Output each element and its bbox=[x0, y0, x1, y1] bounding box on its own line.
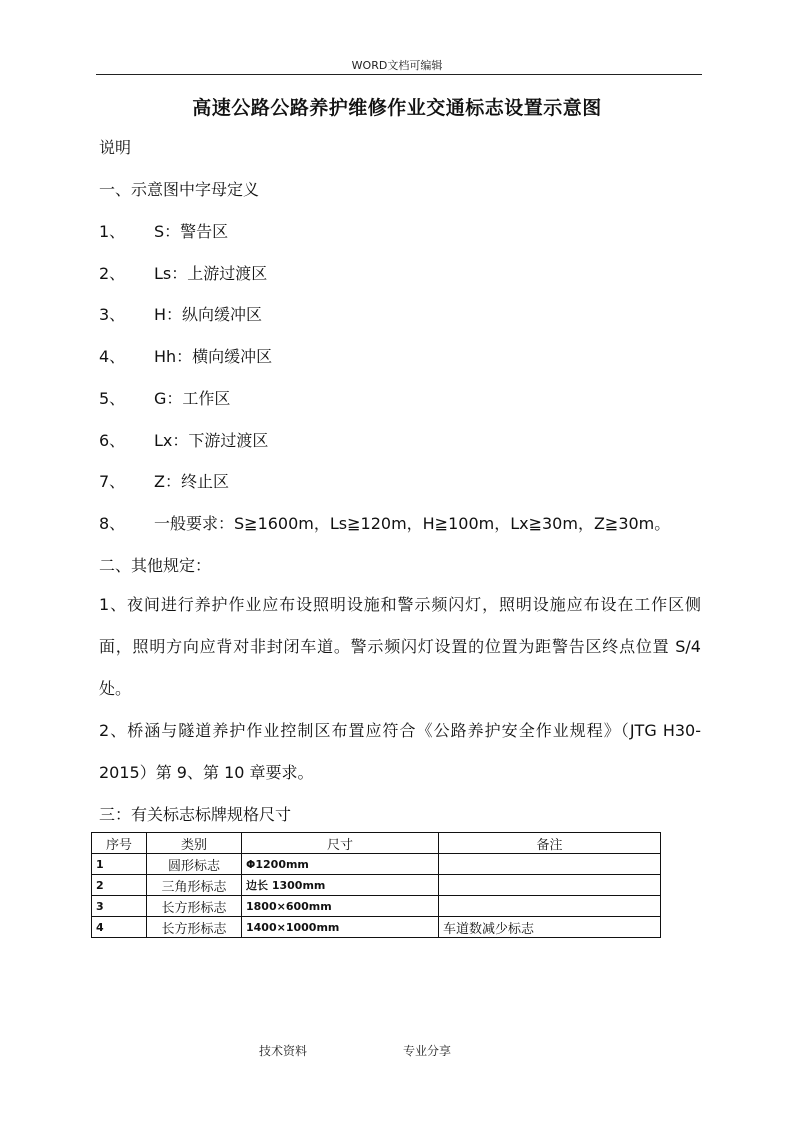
note-label: 说明 bbox=[99, 138, 132, 157]
cell-size: 1400×1000mm bbox=[242, 917, 439, 938]
cell-no: 1 bbox=[92, 854, 147, 875]
cell-note bbox=[439, 854, 661, 875]
section3-heading: 三：有关标志标牌规格尺寸 bbox=[99, 805, 292, 824]
definition-item bbox=[99, 469, 229, 492]
item-number: 4、 bbox=[99, 347, 126, 366]
definition-item bbox=[99, 261, 267, 284]
general-requirement-item bbox=[99, 511, 670, 534]
cell-size: Φ1200mm bbox=[242, 854, 439, 875]
footer-right-text: 专业分享 bbox=[403, 1044, 452, 1058]
item-text: H：纵向缓冲区 bbox=[154, 305, 263, 324]
definition-item bbox=[99, 386, 230, 409]
item-text: 一般要求：S≧1600m，Ls≧120m，H≧100m，Lx≧30m，Z≧30m。 bbox=[154, 514, 671, 533]
cell-note bbox=[439, 875, 661, 896]
item-number: 5、 bbox=[99, 389, 126, 408]
definition-item bbox=[99, 219, 228, 242]
section2-heading: 二、其他规定： bbox=[99, 556, 212, 575]
cell-type: 圆形标志 bbox=[147, 854, 242, 875]
sign-spec-table bbox=[91, 832, 661, 938]
item-number: 6、 bbox=[99, 431, 126, 450]
item-text: S：警告区 bbox=[154, 222, 229, 241]
column-header-type: 类别 bbox=[147, 833, 242, 854]
definition-item bbox=[99, 428, 268, 451]
item-text: G：工作区 bbox=[154, 389, 231, 408]
table-row bbox=[92, 917, 661, 938]
item-number: 3、 bbox=[99, 305, 126, 324]
column-header-note: 备注 bbox=[439, 833, 661, 854]
cell-note: 车道数减少标志 bbox=[439, 917, 661, 938]
item-text: Z：终止区 bbox=[154, 472, 229, 491]
item-text: Ls：上游过渡区 bbox=[154, 264, 268, 283]
cell-size: 1800×600mm bbox=[242, 896, 439, 917]
item-text: Hh：横向缓冲区 bbox=[154, 347, 273, 366]
table-row bbox=[92, 875, 661, 896]
table-row bbox=[92, 854, 661, 875]
table-header-row bbox=[92, 833, 661, 854]
cell-no: 4 bbox=[92, 917, 147, 938]
document-title: 高速公路公路养护维修作业交通标志设置示意图 bbox=[192, 97, 602, 119]
item-number: 1、 bbox=[99, 222, 126, 241]
footer-left-text: 技术资料 bbox=[259, 1044, 308, 1058]
definition-item bbox=[99, 344, 272, 367]
item-text: Lx：下游过渡区 bbox=[154, 431, 269, 450]
header-divider bbox=[96, 74, 702, 75]
cell-no: 3 bbox=[92, 896, 147, 917]
cell-type: 长方形标志 bbox=[147, 917, 242, 938]
item-number: 2、 bbox=[99, 264, 126, 283]
cell-type: 长方形标志 bbox=[147, 896, 242, 917]
cell-size: 边长 1300mm bbox=[242, 875, 439, 896]
rule-paragraph-1: 1、夜间进行养护作业应布设照明设施和警示频闪灯，照明设施应布设在工作区侧面，照明方向应背对非封闭车道。警示频闪灯设置的位置为距警告区终点位置 S/4 处。 bbox=[99, 595, 701, 698]
cell-note bbox=[439, 896, 661, 917]
header-text: WORD文档可编辑 bbox=[351, 59, 443, 72]
rule-paragraph-2: 2、桥涵与隧道养护作业控制区布置应符合《公路养护安全作业规程》（JTG H30-2015）第 9、第 10 章要求。 bbox=[99, 721, 701, 782]
cell-type: 三角形标志 bbox=[147, 875, 242, 896]
cell-no: 2 bbox=[92, 875, 147, 896]
definition-item bbox=[99, 302, 262, 325]
column-header-size: 尺寸 bbox=[242, 833, 439, 854]
item-number: 7、 bbox=[99, 472, 126, 491]
table-row bbox=[92, 896, 661, 917]
column-header-no: 序号 bbox=[92, 833, 147, 854]
item-number: 8、 bbox=[99, 514, 126, 533]
section1-heading: 一、示意图中字母定义 bbox=[99, 180, 260, 199]
